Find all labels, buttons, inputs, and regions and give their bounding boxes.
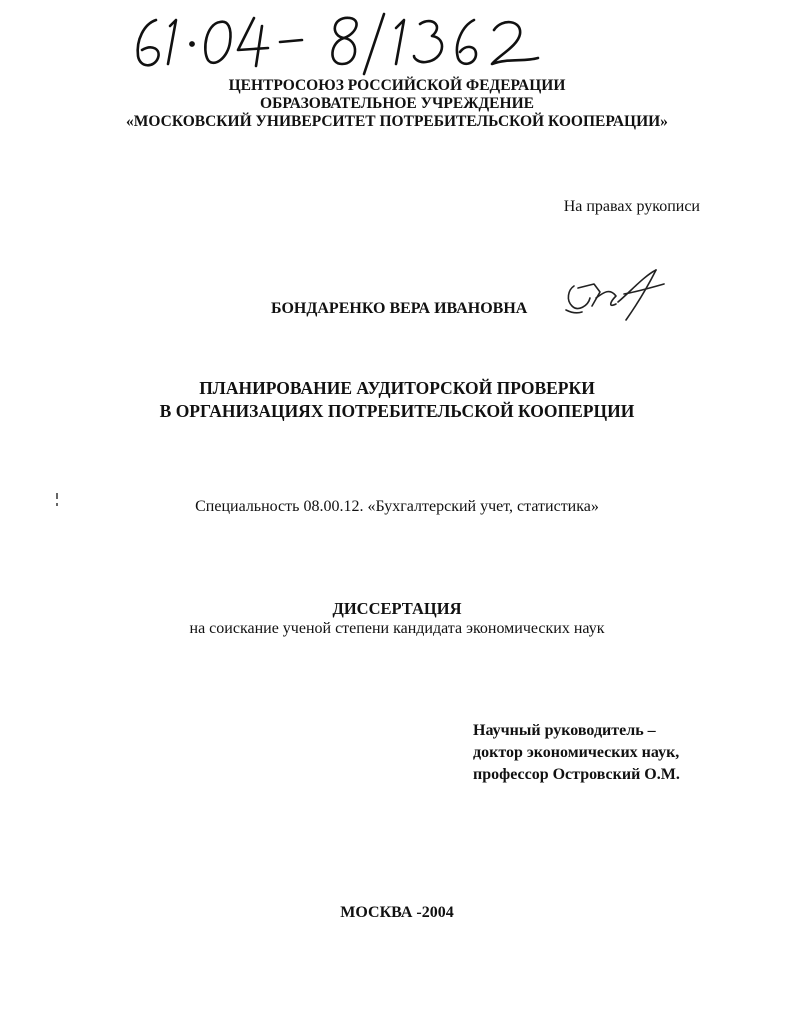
rights-note: На правах рукописи bbox=[563, 198, 700, 215]
author-name: БОНДАРЕНКО ВЕРА ИВАНОВНА bbox=[271, 300, 528, 317]
dissertation-heading: ДИССЕРТАЦИЯ bbox=[332, 599, 462, 618]
supervisor-line-3: профессор Островский О.М. bbox=[473, 766, 680, 783]
header-line-1: ЦЕНТРОСОЮЗ РОССИЙСКОЙ ФЕДЕРАЦИИ bbox=[228, 77, 566, 94]
signature bbox=[560, 262, 670, 326]
supervisor-line-2: доктор экономических наук, bbox=[473, 744, 680, 761]
scan-mark bbox=[56, 503, 58, 506]
header-line-2: ОБРАЗОВАТЕЛЬНОЕ УЧРЕЖДЕНИЕ bbox=[260, 95, 534, 112]
title-line-1: ПЛАНИРОВАНИЕ АУДИТОРСКОЙ ПРОВЕРКИ bbox=[199, 378, 595, 398]
city-year: МОСКВА -2004 bbox=[340, 904, 454, 921]
handwritten-archive-number bbox=[118, 6, 558, 76]
signature-drawing bbox=[560, 262, 670, 326]
supervisor-block bbox=[473, 720, 680, 786]
header-line-3: «МОСКОВСКИЙ УНИВЕРСИТЕТ ПОТРЕБИТЕЛЬСКОЙ КООПЕРАЦИИ» bbox=[126, 113, 668, 130]
title-line-2: В ОРГАНИЗАЦИЯХ ПОТРЕБИТЕЛЬСКОЙ КООПЕРЦИИ bbox=[159, 401, 635, 421]
scan-mark bbox=[56, 493, 58, 499]
handwritten-archive-number-drawing bbox=[118, 6, 558, 76]
supervisor-line-1: Научный руководитель – bbox=[473, 722, 656, 739]
dissertation-subtitle: на соискание ученой степени кандидата экономических наук bbox=[189, 620, 605, 637]
specialty: Специальность 08.00.12. «Бухгалтерский учет, статистика» bbox=[195, 498, 599, 515]
